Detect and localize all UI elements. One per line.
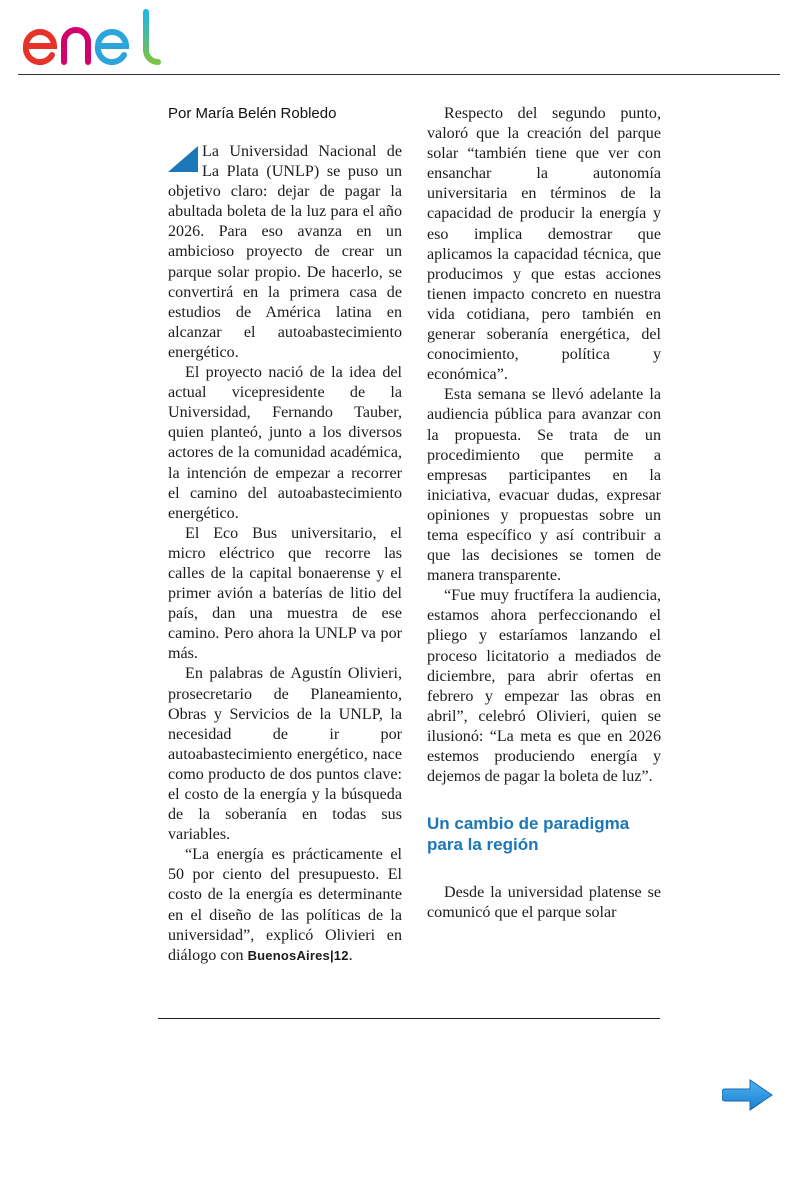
drop-triangle-icon (168, 146, 198, 172)
article-paragraph: Respecto del segundo punto, valoró que la creación del parque solar “también tiene que ver con ensanchar la autonomía universitaria en términos de la capacidad de producir la energía y eso implica demostrar que aplicamos la capacidad técnica, que producimos y que estas acciones tienen impacto concreto en nuestra vida cotidiana, pero también en generar soberanía energética, del conocimiento, política y económica”. (427, 105, 661, 384)
article-column-left (168, 104, 402, 966)
article-paragraph: El Eco Bus universitario, el micro eléctrico que recorre las calles de la capital bonaerense y el primer avión a baterías de litio del país, dan una muestra de ese camino. Pero ahora la UNLP va por más. (168, 524, 402, 663)
article-paragraph: “Fue muy fructífera la audiencia, estamos ahora perfeccionando el pliego y estaríamos lanzando el proceso licitatorio a mediados de diciembre, para abrir ofertas en febrero y empezar las obras en abril”, celebró Olivieri, quien se ilusionó: “La meta es que en 2026 estemos produciendo energía y dejemos de pagar la boleta de luz”. (427, 587, 661, 786)
publication-name: BuenosAires|12 (247, 947, 349, 963)
article-paragraph: Desde la universidad platense se comunicó que el parque solar (427, 884, 661, 922)
article-paragraph: La Universidad Nacional de La Plata (UNLP) se puso un objetivo claro: dejar de pagar la abultada boleta de la luz para el año 2026. Para eso avanza en un ambicioso proyecto de crear un parque solar propio. De hacerlo, se convertirá en la primera casa de estudios de América latina en alcanzar el autoabastecimiento energético. (168, 143, 402, 361)
article-paragraph: “La energía es prácticamente el 50 por ciento del presupuesto. El costo de la energía es determinante en el diseño de las políticas de la universidad”, explicó Olivieri en diálogo con BuenosAires|12. (168, 846, 402, 964)
article-paragraph: En palabras de Agustín Olivieri, prosecretario de Planeamiento, Obras y Servicios de la UNLP, la necesidad de ir por autoabastecimiento energético, nace como producto de dos puntos clave: el costo de la energía y la búsqueda de la soberanía en todas sus variables. (168, 665, 402, 844)
header-divider (18, 74, 780, 75)
footer-divider (158, 1018, 660, 1019)
arrow-right-icon[interactable] (722, 1078, 774, 1112)
article-paragraph: Esta semana se llevó adelante la audiencia pública para avanzar con la propuesta. Se trata de un procedimiento que permite a empresas participantes en la iniciativa, evacuar dudas, expresar opiniones y propuestas sobre un tema específico y así contribuir a que las decisiones se tomen de manera transparente. (427, 386, 661, 585)
section-subheading: Un cambio de paradigma para la región (427, 814, 630, 855)
article-paragraph: El proyecto nació de la idea del actual vicepresidente de la Universidad, Fernando Tauber, quien planteó, junto a los diversos actores de la comunidad académica, la intención de empezar a recorrer el camino del autoabastecimiento energético. (168, 364, 402, 522)
article-column-right (427, 104, 661, 923)
enel-logo (18, 8, 173, 70)
article-byline: Por María Belén Robledo (168, 105, 337, 122)
